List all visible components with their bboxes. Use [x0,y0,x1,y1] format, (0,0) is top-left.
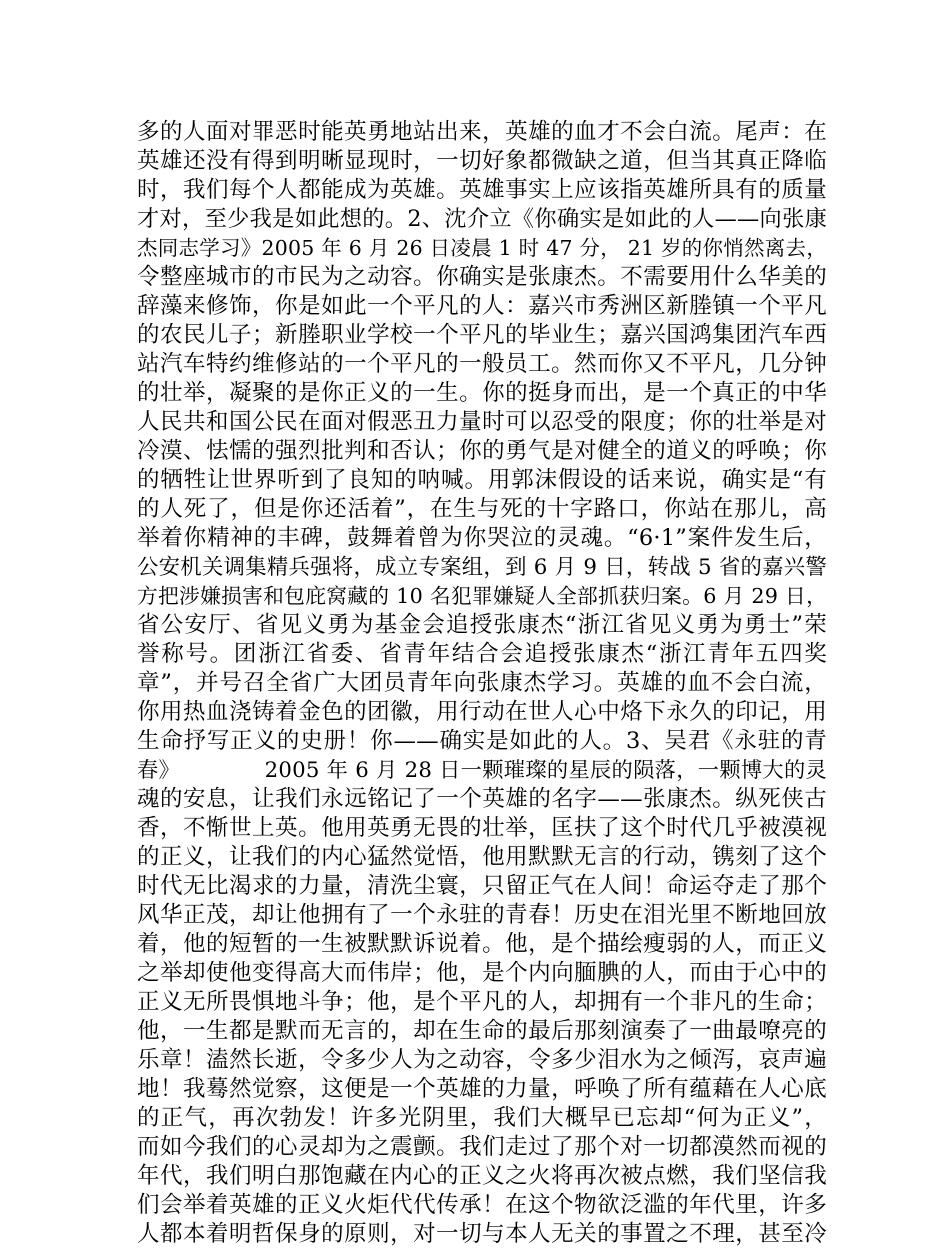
text-line: 公安机关调集精兵强将，成立专案组，到 6 月 9 日，转战 5 省的嘉兴警 [137,555,827,580]
text-line: 他，一生都是默而无言的，却在生命的最后那刻演奏了一曲最嘹亮的 [137,1018,827,1044]
text-line: 的正义，让我们的内心猛然觉悟，他用默默无言的行动，镌刻了这个 [137,844,827,870]
text-line: 地！我蓦然觉察，这便是一个英雄的力量，呼唤了所有蕴藉在人心底 [137,1076,827,1102]
text-line: 省公安厅、省见义勇为基金会追授张康杰“浙江省见义勇为勇士”荣 [137,612,827,638]
text-line: 方把涉嫌损害和包庇窝藏的 10 名犯罪嫌疑人全部抓获归案。6 月 29 日， [137,584,827,608]
text-line: 誉称号。团浙江省委、省青年结合会追授张康杰“浙江青年五四奖 [137,641,827,667]
text-line: 时代无比渴求的力量，清洗尘寰，只留正气在人间！命运夺走了那个 [137,873,827,899]
text-line: 乐章！溘然长逝，令多少人为之动容，令多少泪水为之倾泻，哀声遍 [137,1047,827,1073]
text-line: 时，我们每个人都能成为英雄。英雄事实上应该指英雄所具有的质量 [137,177,827,203]
text-line: 魂的安息，让我们永远铭记了一个英雄的名字——张康杰。纵死侠古 [137,786,827,812]
text-line: 正义无所畏惧地斗争；他，是个平凡的人，却拥有一个非凡的生命； [137,989,827,1015]
text-line: 举着你精神的丰碑，鼓舞着曾为你哭泣的灵魂。“6·1”案件发生后， [137,525,827,551]
text-line: 生命抒写正义的史册！你——确实是如此的人。3、吴君《永驻的青 [137,728,827,754]
text-line: 的农民儿子；新塍职业学校一个平凡的毕业生；嘉兴国鸿集团汽车西 [137,322,827,348]
text-line: 着，他的短暂的一生被默默诉说着。他，是个描绘瘦弱的人，而正义 [137,931,827,957]
text-line: 英雄还没有得到明晰显现时，一切好象都微缺之道，但当其真正降临 [137,148,827,174]
text-line: 人都本着明哲保身的原则，对一切与本人无关的事置之不理，甚至冷 [137,1221,827,1247]
text-line: 多的人面对罪恶时能英勇地站出来，英雄的血才不会白流。尾声：在 [137,119,827,145]
text-line: 而如今我们的心灵却为之震颤。我们走过了那个对一切都漠然而视的 [137,1134,827,1160]
text-line: 年代，我们明白那饱藏在内心的正义之火将再次被点燃，我们坚信我 [137,1163,827,1189]
text-line: 站汽车特约维修站的一个平凡的一般员工。然而你又不平凡，几分钟 [137,351,827,377]
text-line: 春》 2005 年 6 月 28 日一颗璀璨的星辰的陨落，一颗博大的灵 [137,758,827,783]
text-line: 们会举着英雄的正义火炬代代传承！在这个物欲泛滥的年代里，许多 [137,1192,827,1218]
text-line: 辞藻来修饰，你是如此一个平凡的人：嘉兴市秀洲区新塍镇一个平凡 [137,293,827,319]
text-line: 章”，并号召全省广大团员青年向张康杰学习。英雄的血不会白流， [137,670,827,696]
text-line: 令整座城市的市民为之动容。你确实是张康杰。不需要用什么华美的 [137,264,827,290]
text-line: 人民共和国公民在面对假恶丑力量时可以忍受的限度；你的壮举是对 [137,409,827,435]
text-line: 你用热血浇铸着金色的团徽，用行动在世人心中烙下永久的印记，用 [137,699,827,725]
text-line: 的牺牲让世界听到了良知的呐喊。用郭沫假设的话来说，确实是“有 [137,467,827,493]
text-line: 风华正茂，却让他拥有了一个永驻的青春！历史在泪光里不断地回放 [137,902,827,928]
text-line: 的壮举，凝聚的是你正义的一生。你的挺身而出，是一个真正的中华 [137,380,827,406]
body-text [137,118,827,1249]
text-line: 的人死了，但是你还活着”，在生与死的十字路口，你站在那儿，高 [137,496,827,522]
text-line: 才对，至少我是如此想的。2、沈介立《你确实是如此的人——向张康 [137,206,827,232]
text-line: 的正气，再次勃发！许多光阴里，我们大概早已忘却“何为正义”， [137,1105,827,1131]
text-line: 杰同志学习》2005 年 6 月 26 日凌晨 1 时 47 分， 21 岁的你悄然离去， [137,236,827,260]
text-line: 冷漠、怯懦的强烈批判和否认；你的勇气是对健全的道义的呼唤；你 [137,438,827,464]
text-line: 香，不惭世上英。他用英勇无畏的壮举，匡扶了这个时代几乎被漠视 [137,815,827,841]
text-line: 之举却使他变得高大而伟岸；他，是个内向腼腆的人，而由于心中的 [137,960,827,986]
